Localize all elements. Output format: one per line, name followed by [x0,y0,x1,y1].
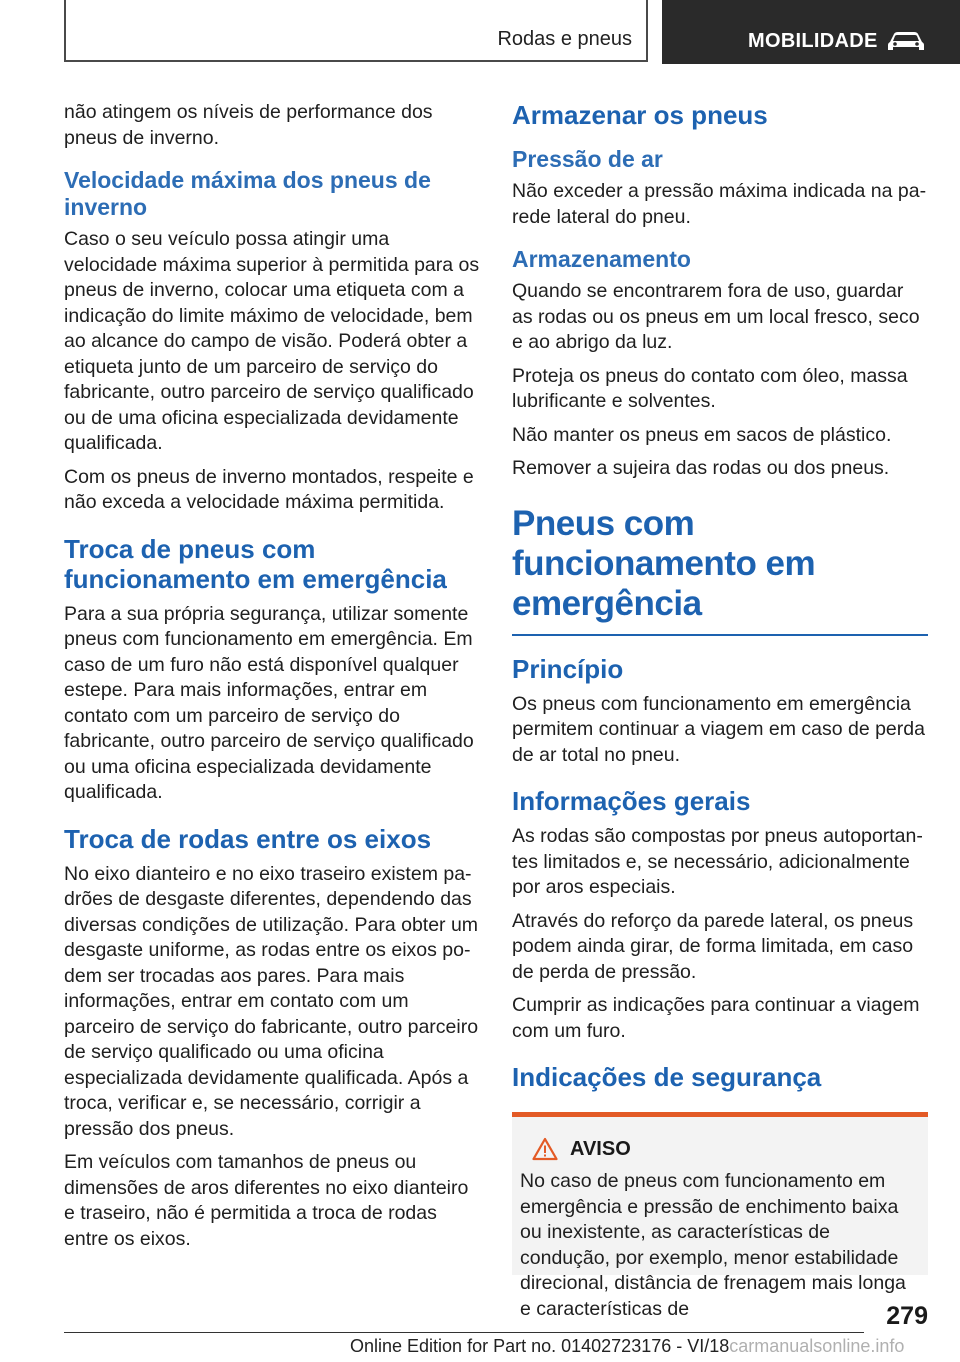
page-number: 279 [886,1302,928,1330]
section-heading-winter-speed: Velocidade máxima dos pneus de inverno [64,167,431,220]
header-section-title: Rodas e pneus [497,28,632,50]
intro-paragraph: não atingem os níveis de performance dos pneus de inverno. [64,101,433,149]
paragraph: Os pneus com funcionamento em emergência permitem continuar a viagem em caso de perda de ar total no pneu. [512,692,925,766]
paragraph: Cumprir as indicações para continuar a viagem com um furo. [512,994,920,1042]
subheading-storage: Armazenamento [512,246,691,272]
paragraph: Com os pneus de inverno montados, respeite e não exceda a velocidade máxima permitida. [64,465,474,513]
paragraph: Através do reforço da parede lateral, os pneus podem ainda girar, de forma limitada, em caso de perda de pressão. [512,909,914,983]
footer-edition-text: Online Edition for Part no. 01402723176 - VI/18 [350,1336,730,1356]
paragraph: Para a sua própria segurança, utilizar somente pneus com funcionamento em emergência. Em caso de um furo não está disponível qualquer estepe. Para mais informações, entrar em contato com um parceiro de serviço do fabricante, outro parceiro de serviço qualificado ou uma oficina especializada devidamente qualificada. [64,602,474,803]
footer-divider [64,1332,864,1333]
footer-watermark: carmanualsonline.info [729,1336,905,1356]
paragraph: Não exceder a pressão máxima indicada na parede lateral do pneu. [512,180,927,228]
paragraph: Remover a sujeira das rodas ou dos pneus. [512,457,890,479]
warning-triangle-icon [532,1137,558,1161]
chapter-title-runflat: Pneus com funcionamento em emergência [512,504,928,636]
section-heading-principle: Princípio [512,653,624,684]
paragraph: Caso o seu veículo possa atingir uma velocidade máxima superior à permitida para os pneus de inverno, colocar uma etiqueta com a indicação do limite máximo de velocidade, bem ao alcance do campo de visão. Poderá obter a etiqueta junto de um parceiro de serviço do fabricante, outro parceiro de serviço qualificado ou de uma oficina especializada devidamente qualificada. [64,228,480,454]
warning-text: No caso de pneus com funcionamento em emergência e pressão de enchimento baixa ou inexistente, as características de condução, por exemplo, menor estabilidade direcional, distância de frenagem mais longa e características de [520,1170,906,1320]
warning-header [524,1137,920,1161]
paragraph: No eixo dianteiro e no eixo traseiro existem padrões de desgaste diferentes, dependendo das diversas condições de utilização. Para obter um desgaste uniforme, as rodas entre os eixos podem ser trocadas aos pares. Para mais informações, entrar em contato com um parceiro de serviço do fabricante, outro parceiro de serviço qualificado ou uma oficina especializada devidamente qualificada. Após a troca, verificar e, se necessário, corrigir a pressão dos pneus. [64,862,479,1140]
paragraph: Quando se encontrarem fora de uso, guardar as rodas ou os pneus em um local fresco, seco e ao abrigo da luz. [512,280,920,353]
section-heading-axle-rotation: Troca de rodas entre os eixos [64,823,432,854]
footer-edition [350,1336,904,1357]
paragraph: As rodas são compostas por pneus autoportantes limitados e, se necessário, adicionalmente por aros especiais. [512,825,923,898]
paragraph: Em veículos com tamanhos de pneus ou dimensões de aros diferentes no eixo dianteiro e traseiro, não é permitida a troca de rodas entre os eixos. [64,1151,469,1250]
section-heading-runflat-change: Troca de pneus com funcionamento em emergência [64,533,447,594]
header-chapter-title: MOBILIDADE [748,30,878,52]
warning-label: AVISO [570,1137,631,1160]
paragraph: Proteja os pneus do contato com óleo, massa lubrificante e solventes. [512,364,908,412]
car-icon [886,29,926,53]
section-heading-storage: Armazenar os pneus [512,100,768,130]
paragraph: Não manter os pneus em sacos de plástico. [512,423,892,446]
section-heading-safety: Indicações de segurança [512,1062,822,1092]
left-column [64,100,480,1260]
subheading-air-pressure: Pressão de ar [512,146,663,172]
page-header [0,0,960,66]
section-heading-general-info: Informações gerais [512,786,751,816]
header-chapter-tab [662,0,960,64]
header-section-tab [64,0,648,62]
